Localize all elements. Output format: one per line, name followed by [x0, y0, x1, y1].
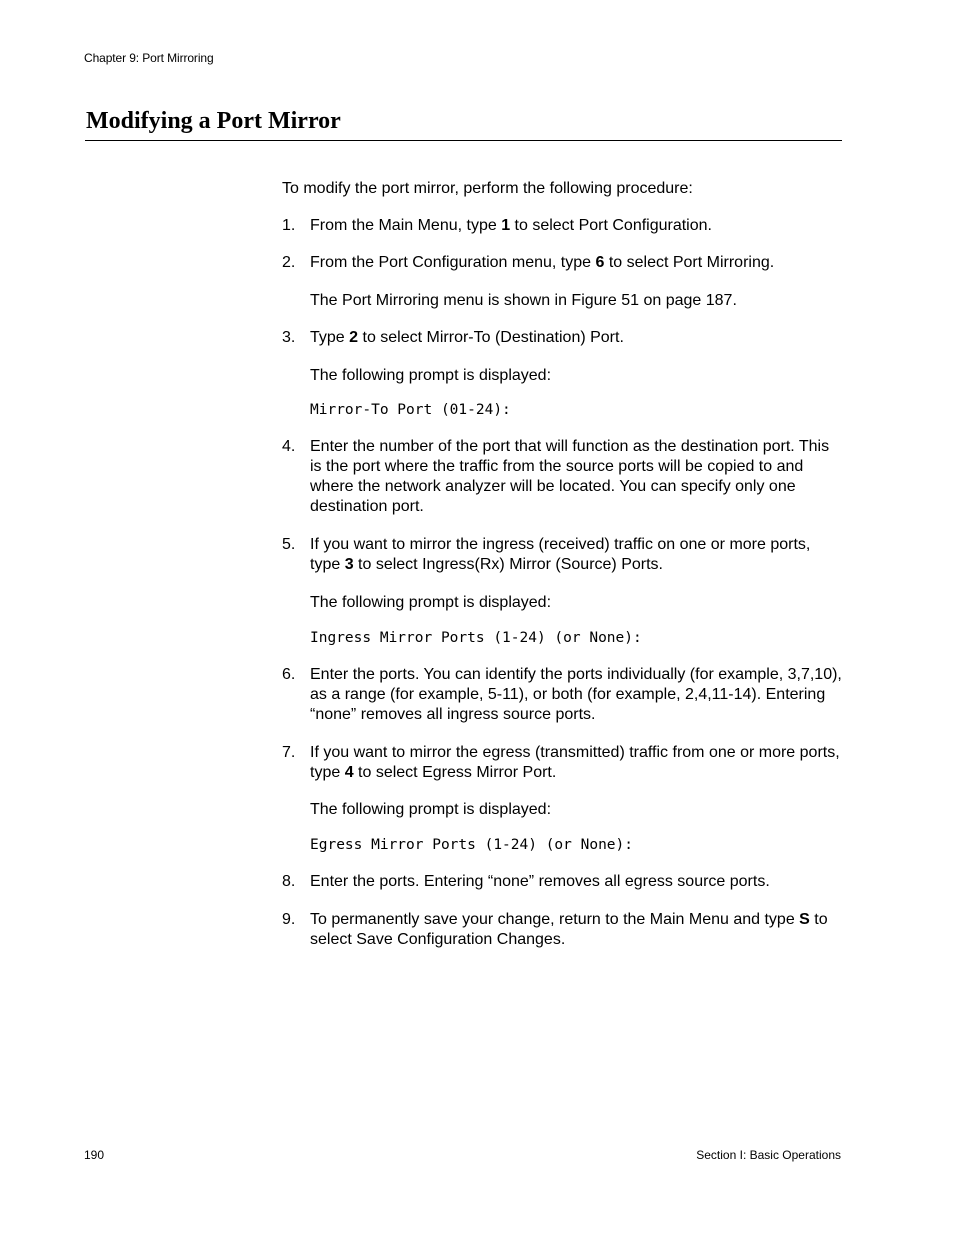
step-1-text: From the Main Menu, type 1 to select Port Configuration. — [310, 217, 712, 234]
step-8-number: 8. — [282, 873, 296, 890]
step-9-key: S — [799, 911, 810, 928]
step-3-key: 2 — [349, 329, 359, 346]
mirror-to-prompt: Mirror-To Port (01-24): — [310, 402, 511, 418]
egress-prompt: Egress Mirror Ports (1-24) (or None): — [310, 837, 634, 853]
step-7-key: 4 — [344, 764, 354, 781]
step-5-text: If you want to mirror the ingress (received) traffic on one or more ports, type 3 to select Ingress(Rx) Mirror (Source) Ports. — [310, 536, 811, 573]
step-2-number: 2. — [282, 254, 296, 271]
step-5-number: 5. — [282, 536, 296, 553]
running-header: Chapter 9: Port Mirroring — [84, 51, 214, 65]
ingress-prompt: Ingress Mirror Ports (1-24) (or None): — [310, 630, 642, 646]
prompt-displayed-note-3: The following prompt is displayed: — [310, 801, 552, 818]
step-9-text: To permanently save your change, return to the Main Menu and type S to select Save Configuration Changes. — [310, 911, 828, 948]
figure-reference-note: The Port Mirroring menu is shown in Figure 51 on page 187. — [310, 292, 737, 309]
step-6-text: Enter the ports. You can identify the ports individually (for example, 3,7,10), as a range (for example, 5-11), or both (for example, 2,4,11-14). Entering “none” removes all ingress source ports. — [310, 666, 842, 723]
running-footer: Section I: Basic Operations — [696, 1148, 841, 1162]
step-7-number: 7. — [282, 744, 296, 761]
intro-paragraph: To modify the port mirror, perform the following procedure: — [282, 180, 693, 197]
step-6-number: 6. — [282, 666, 296, 683]
step-2-text: From the Port Configuration menu, type 6 to select Port Mirroring. — [310, 254, 775, 271]
step-1-number: 1. — [282, 217, 296, 234]
step-3-number: 3. — [282, 329, 296, 346]
step-5-key: 3 — [344, 556, 354, 573]
section-title: Modifying a Port Mirror — [86, 108, 341, 134]
step-9-number: 9. — [282, 911, 296, 928]
step-8-text: Enter the ports. Entering “none” removes all egress source ports. — [310, 873, 770, 890]
step-7-text: If you want to mirror the egress (transmitted) traffic from one or more ports, type 4 to select Egress Mirror Port. — [310, 744, 840, 781]
step-4-number: 4. — [282, 438, 296, 455]
prompt-displayed-note-2: The following prompt is displayed: — [310, 594, 552, 611]
step-2-key: 6 — [595, 254, 605, 271]
prompt-displayed-note-1: The following prompt is displayed: — [310, 367, 552, 384]
title-rule — [85, 140, 842, 141]
step-4-text: Enter the number of the port that will function as the destination port. This is the port where the traffic from the source ports will be copied to and where the network analyzer will be located. You can specify only one destination port. — [310, 438, 830, 515]
step-1-key: 1 — [501, 217, 511, 234]
step-3-text: Type 2 to select Mirror-To (Destination) Port. — [310, 329, 624, 346]
page-number: 190 — [84, 1148, 105, 1162]
